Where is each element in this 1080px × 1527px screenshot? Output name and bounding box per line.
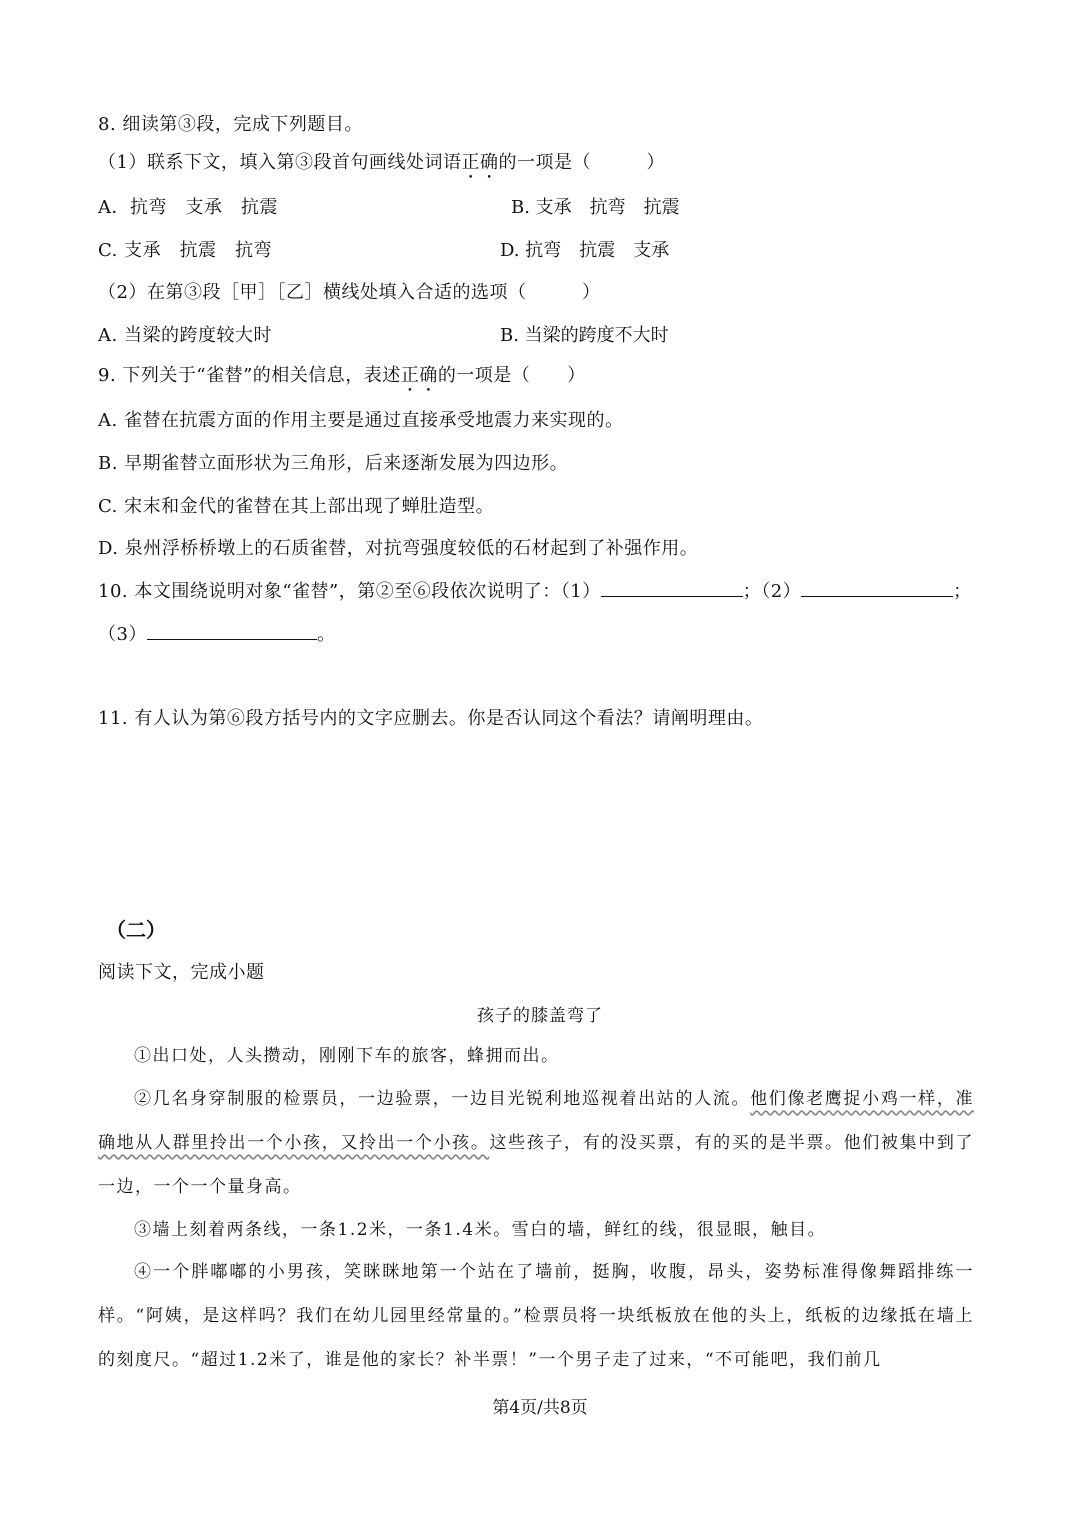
wavy-underlined-sentence: 他们像老鹰捉小鸡一样，准确地从人群里拎出一个小孩，又拎出一个小孩。	[98, 1089, 974, 1153]
paragraph-4: ④一个胖嘟嘟的小男孩，笑眯眯地第一个站在了墙前，挺胸，收腹，昂头，姿势标准得像舞蹈排练一样。“阿姨，是这样吗？我们在幼儿园里经常量的。”检票员将一块纸板放在他的头上，纸板的边缘抵在墙上的刻度尺。“超过1.2米了，谁是他的家长？补半票！”一个男子走了过来，“不可能吧，我们前几	[98, 1262, 974, 1370]
q9-option-a: A. 雀替在抗震方面的作用主要是通过直接承受地震力来实现的。	[98, 410, 624, 431]
q11-stem: 11. 有人认为第⑥段方括号内的文字应删去。你是否认同这个看法？请阐明理由。	[98, 708, 764, 729]
q8-option-c: C. 支承 抗震 抗弯	[98, 240, 273, 261]
reading-instruction: 阅读下文，完成小题	[98, 962, 265, 983]
q8-sub2: （2）在第③段［甲］［乙］横线处填入合适的选项（ ）	[98, 282, 601, 303]
answer-blank-1[interactable]	[601, 580, 743, 597]
q9-option-c: C. 宋末和金代的雀替在其上部出现了蝉肚造型。	[98, 496, 495, 517]
answer-blank-2[interactable]	[801, 580, 953, 597]
q8-option-b: B. 支承 抗弯 抗震	[511, 197, 680, 218]
section-heading: （二）	[106, 918, 166, 942]
paragraph-2: ②几名身穿制服的检票员，一边验票，一边目光锐利地巡视着出站的人流。他们像老鹰捉小鸡一样，准确地从人群里拎出一个小孩，又拎出一个小孩。这些孩子，有的没买票，有的买的是半票。他们被集中到了一边，一个一个量身高。	[98, 1089, 975, 1197]
q8-stem: 8. 细读第③段，完成下列题目。	[98, 114, 363, 135]
paragraph-3: ③墙上刻着两条线，一条1.2米，一条1.4米。雪白的墙，鲜红的线，很显眼，触目。	[134, 1220, 827, 1240]
q8-sub2-option-a: A. 当梁的跨度较大时	[98, 325, 272, 346]
page-footer: 第4页/共8页	[492, 1398, 588, 1418]
q8-sub1: （1）联系下文，填入第③段首句画线处词语正确的一项是（ ）	[98, 152, 665, 173]
q8-option-a: A．抗弯 支承 抗震	[98, 197, 278, 218]
paragraph-1: ①出口处，人头攒动，刚刚下车的旅客，蜂拥而出。	[134, 1046, 560, 1066]
answer-blank-3[interactable]	[147, 623, 317, 640]
q8-sub2-option-b: B. 当梁的跨度不大时	[500, 325, 669, 346]
q9-option-b: B. 早期雀替立面形状为三角形，后来逐渐发展为四边形。	[98, 453, 569, 474]
q10-stem: 10. 本文围绕说明对象“雀替”，第②至⑥段依次说明了：（1） ；（2） ；	[98, 581, 972, 602]
q9-stem: 9. 下列关于“雀替”的相关信息，表述正确的一项是（ ）	[98, 365, 586, 386]
q9-option-d: D. 泉州浮桥桥墩上的石质雀替，对抗弯强度较低的石材起到了补强作用。	[98, 538, 699, 559]
q10-line2: （3） 。	[98, 624, 336, 645]
passage-title: 孩子的膝盖弯了	[477, 1006, 603, 1026]
q8-option-d: D. 抗弯 抗震 支承	[500, 240, 670, 261]
